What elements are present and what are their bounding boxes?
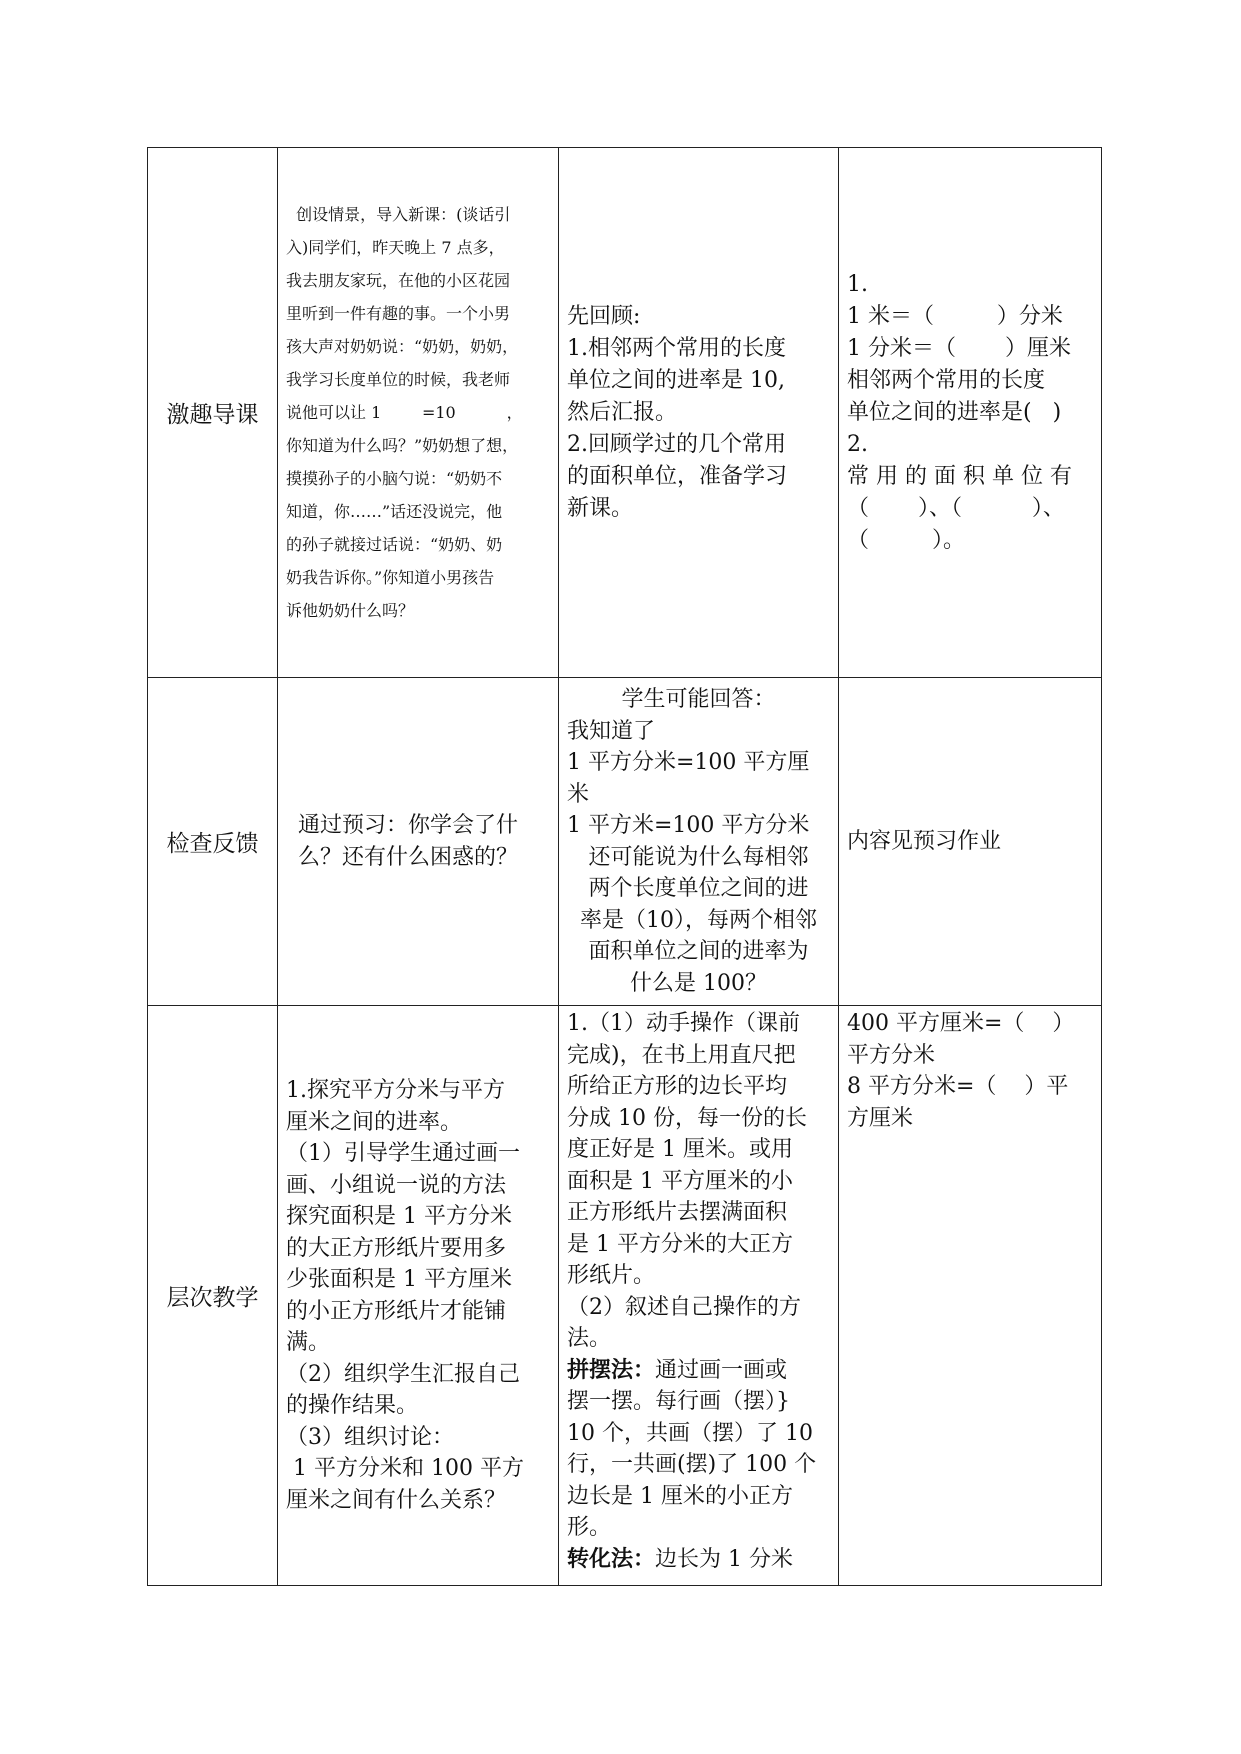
stage-cell: 层次教学 (148, 1006, 278, 1586)
lesson-plan-table (147, 147, 1102, 1586)
stage-cell: 检查反馈 (148, 678, 278, 1006)
text-line: 1 平方分米=100 平方厘 (567, 750, 810, 775)
text-line: 1. (847, 271, 868, 297)
text-line: 1 平方分米和 100 平方 (286, 1456, 524, 1481)
text-line: 正方形纸片去摆满面积 (567, 1200, 788, 1225)
teacher-activity-cell (278, 678, 559, 1006)
text-line: 米 (567, 781, 590, 807)
text-line: 内容见预习作业 (847, 828, 1002, 854)
text-line: 画、小组说一说的方法 (286, 1172, 507, 1198)
exercise-cell (839, 678, 1102, 1006)
exercise-cell (839, 148, 1102, 678)
text-line: 么？还有什么困惑的？ (298, 844, 519, 870)
text-line: 10 个，共画（摆）了 10 (567, 1420, 813, 1446)
text-line: 1 平方米=100 平方分米 (567, 813, 810, 838)
text-line: 转化法：边长为 1 分米 (567, 1545, 793, 1572)
text-line: 相邻两个常用的长度 (847, 367, 1046, 393)
text-line: 的操作结果。 (286, 1393, 419, 1418)
student-activity-cell (559, 148, 839, 678)
text-line: （ ）。 (847, 527, 965, 553)
text-line: （3）组织讨论： (286, 1424, 454, 1450)
text-line: 2.回顾学过的几个常用 (567, 431, 786, 457)
text-line: 里听到一件有趣的事。一个小男 (286, 304, 511, 323)
text-line: 我去朋友家玩，在他的小区花园 (286, 271, 511, 290)
text-line: 1.（1）动手操作（课前 (567, 1011, 800, 1036)
text-line: 摆一摆。每行画（摆）} (567, 1389, 790, 1414)
exercise-cell (839, 1006, 1102, 1586)
text-line: （1）引导学生通过画一 (286, 1141, 520, 1166)
text-line: 形。 (567, 1515, 612, 1540)
text-line: 孩大声对奶奶说：“奶奶，奶奶， (286, 337, 519, 356)
table-row (148, 148, 1102, 678)
text-line: 边长是 1 厘米的小正方 (567, 1483, 793, 1509)
text-line: 形纸片。 (567, 1263, 656, 1288)
text-line: 是 1 平方分米的大正方 (567, 1231, 793, 1257)
text-line: 400 平方厘米=（ ） (847, 1011, 1075, 1036)
text-line: 摸摸孙子的小脑勺说：“奶奶不 (286, 469, 503, 488)
text-line: 然后汇报。 (567, 399, 678, 425)
text-line: 我知道了 (567, 718, 656, 744)
text-line: 拼摆法：通过画一画或 (567, 1356, 788, 1383)
text-line: 探究面积是 1 平方分米 (286, 1204, 512, 1229)
text-line: 创设情景，导入新课：(谈话引 (286, 205, 511, 224)
text-line: 先回顾: (567, 303, 641, 329)
text-line: 方厘米 (847, 1105, 914, 1131)
text-line: 什么是 100？ (630, 970, 767, 996)
stage-cell: 激趣导课 (148, 148, 278, 678)
text-line: 通过预习：你学会了什 (298, 812, 519, 838)
text-line: 1 米＝（ ）分米 (847, 303, 1063, 329)
text-line: 的面积单位，准备学习 (567, 463, 788, 489)
text-line: 满。 (286, 1330, 331, 1355)
text-line: 法。 (567, 1326, 612, 1351)
text-line: 常 用 的 面 积 单 位 有 (847, 463, 1072, 489)
method-keyword: 拼摆法： (567, 1356, 656, 1383)
text-line: 面积单位之间的进率为 (588, 939, 809, 964)
text-line: 单位之间的进率是 10, (567, 367, 785, 393)
text-line: 平方分米 (847, 1042, 936, 1068)
text-line: 知道，你……”话还没说完，他 (286, 502, 503, 521)
student-activity-cell (559, 678, 839, 1006)
text-line: 完成)，在书上用直尺把 (567, 1042, 796, 1068)
text-line: 的孙子就接过话说：“奶奶、奶 (286, 535, 503, 554)
text-line: 两个长度单位之间的进 (588, 876, 809, 901)
text-line: 厘米之间有什么关系？ (286, 1487, 507, 1513)
text-line: 新课。 (567, 495, 634, 521)
text-line: （2）叙述自己操作的方 (567, 1294, 801, 1320)
text-line: 1 分米＝（ ）厘米 (847, 335, 1071, 361)
text-line: 2. (847, 431, 868, 457)
text-line: 厘米之间的进率。 (286, 1109, 463, 1135)
text-line: 1.探究平方分米与平方 (286, 1078, 505, 1103)
text-line: 率是（10），每两个相邻 (580, 907, 817, 933)
text-line: 度正好是 1 厘米。或用 (567, 1137, 793, 1162)
text-line: 行，一共画(摆)了 100 个 (567, 1452, 817, 1477)
method-keyword: 转化法： (567, 1545, 656, 1572)
text-line: （2）组织学生汇报自己 (286, 1361, 520, 1387)
text-line: （ ）、（ ）、 (847, 495, 1065, 521)
text-line: 1.相邻两个常用的长度 (567, 335, 786, 361)
text-line: 学生可能回答： (621, 687, 776, 712)
table-row (148, 678, 1102, 1006)
text-line: 我学习长度单位的时候，我老师 (286, 370, 511, 389)
text-line: 你知道为什么吗？”奶奶想了想， (286, 436, 519, 455)
text-line: 的大正方形纸片要用多 (286, 1235, 507, 1261)
text-line: 分成 10 份，每一份的长 (567, 1105, 807, 1131)
text-line: 面积是 1 平方厘米的小 (567, 1168, 793, 1194)
table-row (148, 1006, 1102, 1586)
teacher-activity-cell (278, 1006, 559, 1586)
text-line: 说他可以让 1 =10 ， (286, 403, 523, 422)
text-line: 奶我告诉你。”你知道小男孩告 (286, 568, 495, 587)
text-line: 单位之间的进率是( ) (847, 399, 1062, 425)
text-line: 的小正方形纸片才能铺 (286, 1298, 507, 1324)
text-line: 8 平方分米=（ ）平 (847, 1074, 1069, 1099)
text-line: 诉他奶奶什么吗？ (286, 601, 415, 620)
text-line: 少张面积是 1 平方厘米 (286, 1267, 512, 1292)
text-line: 还可能说为什么每相邻 (588, 844, 809, 870)
text-line: 所给正方形的边长平均 (567, 1074, 788, 1099)
text-line: 入)同学们，昨天晚上 7 点多， (286, 238, 505, 257)
student-activity-cell (559, 1006, 839, 1586)
teacher-activity-cell (278, 148, 559, 678)
